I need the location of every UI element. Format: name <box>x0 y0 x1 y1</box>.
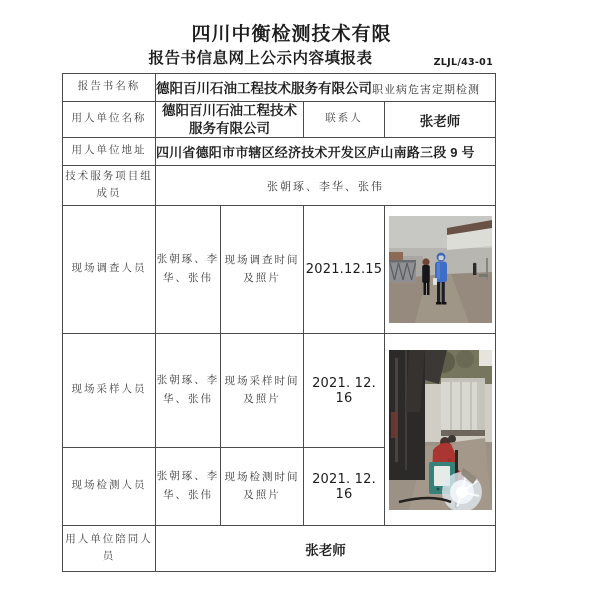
employer-name-value: 德阳百川石油工程技术服务有限公司 <box>156 102 304 138</box>
accompanying-label: 用人单位陪同人员 <box>63 526 156 572</box>
document-header <box>62 24 495 69</box>
report-suffix-text: 职业病危害定期检测 <box>372 84 480 96</box>
site-investigation-label: 现场调查人员 <box>63 206 156 334</box>
accompanying-value: 张老师 <box>156 526 496 572</box>
site-sampling-members: 张朝琢、李华、张伟 <box>156 334 221 448</box>
row-accompanying <box>63 526 496 572</box>
site-sampling-time-label: 现场采样时间及照片 <box>221 334 304 448</box>
project-team-label: 技术服务项目组成员 <box>63 166 156 206</box>
site-detection-label: 现场检测人员 <box>63 448 156 526</box>
site-detection-members: 张朝琢、李华、张伟 <box>156 448 221 526</box>
row-employer-name <box>63 102 496 138</box>
site-detection-date: 2021. 12. 16 <box>304 448 385 526</box>
site-work-photo-cell <box>385 334 496 526</box>
site-investigation-members: 张朝琢、李华、张伟 <box>156 206 221 334</box>
document-title-line1: 四川中衡检测技术有限 <box>191 24 392 45</box>
row-site-investigation <box>63 206 496 334</box>
site-investigation-photo-cell <box>385 206 496 334</box>
site-investigation-time-label: 现场调查时间及照片 <box>221 206 304 334</box>
report-info-table <box>62 73 496 572</box>
row-employer-address <box>63 138 496 166</box>
row-project-team <box>63 166 496 206</box>
employer-address-value: 四川省德阳市市辖区经济技术开发区庐山南路三段 9 号 <box>156 138 496 166</box>
row-report-name <box>63 74 496 102</box>
row-site-sampling <box>63 334 496 448</box>
document-title-row2 <box>62 49 495 69</box>
welding-work-photo <box>389 350 492 510</box>
employer-name-label: 用人单位名称 <box>63 102 156 138</box>
document-code: ZLJL/43-01 <box>433 57 493 68</box>
site-sampling-label: 现场采样人员 <box>63 334 156 448</box>
report-name-label: 报告书名称 <box>63 74 156 102</box>
report-company-text: 德阳百川石油工程技术服务有限公司 <box>156 81 372 96</box>
contact-value: 张老师 <box>385 102 496 138</box>
document-title-line2: 报告书信息网上公示内容填报表 <box>148 50 373 67</box>
two-staff-outdoor-photo <box>389 216 492 323</box>
report-name-value <box>156 74 496 102</box>
employer-address-label: 用人单位地址 <box>63 138 156 166</box>
site-sampling-date: 2021. 12. 16 <box>304 334 385 448</box>
site-detection-time-label: 现场检测时间及照片 <box>221 448 304 526</box>
site-investigation-date: 2021.12.15 <box>304 206 385 334</box>
contact-label: 联系人 <box>304 102 385 138</box>
project-team-value: 张朝琢、李华、张伟 <box>156 166 496 206</box>
